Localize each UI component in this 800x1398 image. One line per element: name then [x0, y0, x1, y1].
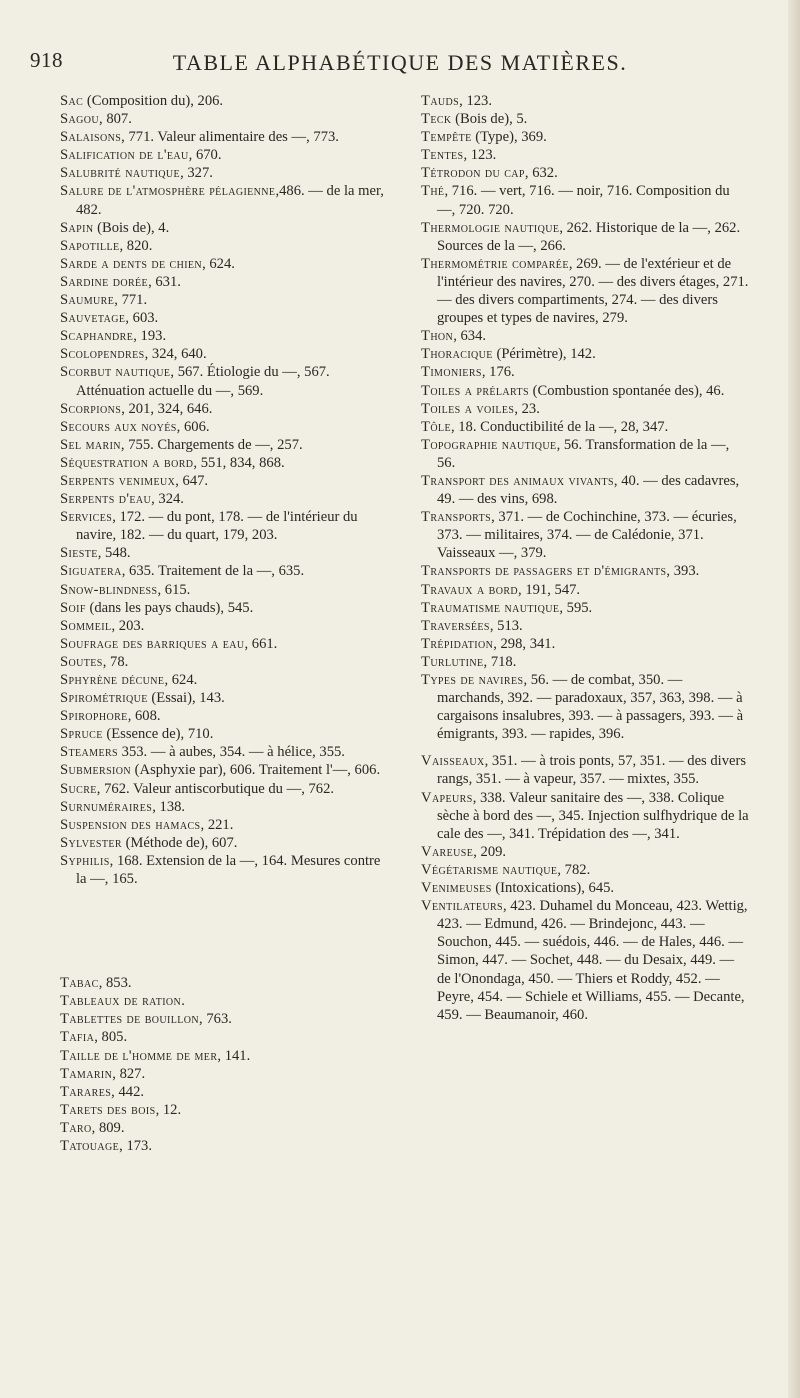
index-entry-heading: Sel marin — [60, 436, 121, 453]
index-entry — [421, 363, 749, 381]
index-entry-references: , 191, 547. — [518, 581, 581, 598]
index-entry-heading: Taille de l'homme de mer — [60, 1047, 218, 1064]
left-column — [60, 92, 390, 1155]
index-entry — [60, 1065, 390, 1083]
running-title: TABLE ALPHABÉTIQUE DES MATIÈRES. — [172, 50, 628, 75]
letter-gap — [60, 888, 390, 974]
index-entry — [60, 617, 390, 635]
index-entry — [60, 273, 390, 291]
index-entry-references: , 634. — [453, 328, 487, 345]
index-entry — [60, 237, 390, 255]
index-entry-references: (Périmètre), 142. — [492, 346, 596, 363]
index-entry-heading: Venimeuses — [421, 880, 492, 897]
index-entry — [421, 752, 749, 788]
index-entry — [60, 1119, 390, 1137]
index-entry-references: , 513. — [489, 617, 523, 634]
index-entry — [60, 562, 390, 580]
right-column — [421, 92, 749, 1024]
index-entry-references: , 40. — des cadavres, 49. — des vins, 698. — [437, 472, 740, 508]
index-entry-references: , 324. — [151, 491, 184, 508]
index-entry-heading: Tétrodon du cap — [421, 165, 525, 182]
index-entry — [421, 635, 749, 653]
index-entry — [60, 146, 390, 164]
index-entry — [421, 128, 749, 146]
index-entry-references: , 670. — [188, 147, 222, 164]
index-entry-heading: Soutes — [60, 653, 103, 670]
index-entry — [60, 291, 390, 309]
index-entry-references: , 595. — [559, 599, 593, 616]
index-entry — [60, 128, 390, 146]
index-entry — [421, 789, 749, 843]
index-entry — [421, 92, 749, 110]
page-number: 918 — [30, 48, 63, 72]
index-entry-references: . — [181, 993, 185, 1010]
index-entry — [60, 1083, 390, 1101]
index-entry-references: , 771. — [114, 292, 148, 309]
index-entry-heading: Spruce — [60, 726, 103, 743]
index-entry-heading: Tamarin — [60, 1065, 113, 1082]
index-entry-references: , 324, 640. — [144, 346, 207, 363]
index-entry — [60, 309, 390, 327]
index-entry-heading: Salaisons — [60, 129, 122, 146]
index-entry — [60, 653, 390, 671]
index-entry — [60, 544, 390, 562]
index-entry-heading: Traumatisme nautique — [421, 599, 560, 616]
index-entry-heading: Vapeurs — [421, 789, 473, 806]
index-entry — [421, 436, 749, 472]
index-entry-heading: Salification de l'eau — [60, 147, 189, 164]
index-entry-references: , 807. — [99, 111, 132, 128]
index-entry-references: , 782. — [557, 861, 591, 878]
index-entry-heading: Taro — [60, 1119, 92, 1136]
index-entry — [60, 255, 390, 273]
index-entry — [60, 182, 390, 218]
index-entry-heading: Serpents d'eau — [60, 491, 152, 508]
index-entry — [421, 671, 749, 743]
index-entry-heading: Tafia — [60, 1029, 95, 1046]
index-entry — [421, 843, 749, 861]
index-entry-heading: Vareuse — [421, 843, 474, 860]
index-entry-references: , 393. — [666, 563, 700, 580]
index-entry-heading: Sylvester — [60, 834, 122, 851]
index-entry — [60, 743, 390, 761]
index-entry-references: (dans les pays chauds), 545. — [85, 599, 254, 616]
index-entry-heading: Types de navires — [421, 672, 524, 688]
index-entry-references: , 661. — [244, 635, 278, 652]
index-entry-references: , 168. Extension de la —, 164. Mesures contre la —, 165. — [76, 852, 381, 888]
index-entry-references: , 820. — [119, 237, 153, 254]
index-entry-heading: Sucre — [60, 780, 97, 797]
index-entry-heading: Ventilateurs — [421, 898, 503, 915]
index-entry-references: , 298, 341. — [493, 635, 556, 652]
index-entry — [60, 1010, 390, 1028]
index-entry — [60, 508, 390, 544]
index-entry-references: , 269. — de l'extérieur et de l'intérieur des navires, 270. — des divers étages, 271. — des divers compartiments, 274. — des divers groupes et types de navires, 279. — [437, 255, 749, 327]
index-entry-heading: Sardine dorée — [60, 273, 149, 290]
index-entry — [60, 581, 390, 599]
index-entry-references: , 262. Historique de la —, 262. Sources de la —, 266. — [437, 219, 741, 254]
index-entry-heading: Tableaux de ration — [60, 993, 182, 1010]
index-entry-references: , 209. — [473, 843, 507, 860]
index-entry-heading: Séquestration a bord — [60, 454, 194, 471]
index-entry-heading: Tablettes de bouillon — [60, 1011, 200, 1028]
index-entry-heading: Steamers — [60, 744, 118, 761]
index-entry — [60, 345, 390, 363]
index-entry-references: , 138. — [152, 798, 186, 815]
index-entry-references: , 624. — [202, 255, 235, 272]
index-entry-heading: Sapotille — [60, 237, 120, 254]
index-entry — [60, 689, 390, 707]
index-entry-heading: Scorbut nautique — [60, 364, 171, 381]
index-entry-references: , 606. — [176, 418, 210, 435]
index-entry — [60, 635, 390, 653]
index-entry — [421, 861, 749, 879]
index-entry-references: , 603. — [125, 310, 159, 327]
index-entry-heading: Traversées — [421, 617, 490, 634]
index-entry-heading: Thon — [421, 328, 454, 345]
index-entry-heading: Végétarisme nautique — [421, 861, 558, 878]
index-entry-references: , 442. — [111, 1083, 145, 1100]
index-entry-heading: Salubrité nautique — [60, 165, 181, 182]
index-entry-heading: Tatouage — [60, 1137, 120, 1154]
index-entry-heading: Timoniers — [421, 364, 482, 381]
index-entry-heading: Travaux a bord — [421, 581, 519, 598]
index-entry-references: (Combustion spontanée des), 46. — [528, 382, 725, 399]
index-entry-references: , 173. — [119, 1137, 152, 1154]
index-entry-references: , 56. Transformation de la —, 56. — [437, 436, 730, 471]
index-entry — [421, 472, 749, 508]
index-entry — [60, 761, 390, 779]
index-entry-heading: Vaisseaux — [421, 753, 485, 770]
index-entry-references: ,486. — de la mer, 482. — [76, 183, 384, 218]
index-entry — [421, 599, 749, 617]
index-entry-heading: Surnuméraires — [60, 798, 153, 815]
index-entry — [60, 110, 390, 128]
index-entry — [421, 219, 749, 255]
index-entry — [60, 472, 390, 490]
index-entry-references: , 351. — à trois ponts, 57, 351. — des divers rangs, 351. — à vapeur, 357. — mixtes, 355. — [437, 753, 747, 788]
index-entry-references: (Asphyxie par), 606. Traitement l'—, 606. — [131, 762, 381, 779]
index-entry-references: (Type), 369. — [471, 129, 547, 146]
index-entry-references: , 221. — [200, 816, 234, 833]
index-entry-heading: Tentes — [421, 147, 464, 164]
index-entry-references: , 423. Duhamel du Monceau, 423. Wettig, 423. — Edmund, 426. — Brindejonc, 443. — Souchon, 445. — suédois, 446. — de Hales, 446. — Simon, 447. — Sochet, 448. — du Desaix, 449. — de l'Onondaga, 450. — Thiers et Roddy, 452. — Peyre, 454. — Schiele et Williams, 455. — Decante, 459. — Beaumanoir, 460. — [437, 898, 748, 1023]
index-entry-references: (Intoxications), 645. — [491, 880, 615, 897]
index-entry — [421, 164, 749, 182]
index-entry-heading: Sac — [60, 93, 84, 109]
index-entry-heading: Syphilis — [60, 852, 110, 869]
index-entry — [421, 581, 749, 599]
index-entry — [421, 400, 749, 418]
index-entry-heading: Sauvetage — [60, 310, 126, 327]
index-entry-heading: Toiles a voiles — [421, 400, 515, 417]
index-entry-heading: Tauds — [421, 93, 460, 109]
index-entry-references: , 762. Valeur antiscorbutique du —, 762. — [96, 780, 335, 797]
index-entry — [60, 327, 390, 345]
index-entry-heading: Tarets des bois — [60, 1101, 156, 1118]
index-entry-references: , 141. — [217, 1047, 251, 1064]
index-entry-heading: Transports — [421, 509, 492, 526]
index-entry — [60, 834, 390, 852]
index-entry-references: , 809. — [91, 1119, 125, 1136]
index-entry-heading: Sphyrène décune — [60, 672, 165, 688]
index-entry-heading: Teck — [421, 111, 452, 128]
index-entry — [421, 255, 749, 327]
index-entry-heading: Serpents venimeux — [60, 472, 176, 489]
index-entry — [60, 454, 390, 472]
index-entry — [60, 418, 390, 436]
index-entry-references: , 78. — [102, 653, 129, 670]
index-entry — [421, 617, 749, 635]
index-entry-heading: Suspension des hamacs — [60, 816, 201, 833]
index-entry — [421, 562, 749, 580]
index-entry-heading: Soif — [60, 599, 86, 616]
index-entry-references: , 763. — [199, 1011, 232, 1028]
index-entry-references: , 551, 834, 868. — [193, 454, 285, 471]
index-entry-heading: Soufrage des barriques a eau — [60, 635, 245, 652]
index-entry-references: , 716. — vert, 716. — noir, 716. Composition du —, 720. 720. — [437, 183, 730, 218]
index-entry-references: , 56. — de combat, 350. — marchands, 392. — paradoxaux, 357, 363, 398. — à cargaisons insalubres, 393. — à passagers, 393. — à émigrants, 393. — rapides, 396. — [437, 672, 744, 743]
index-entry-heading: Spirophore — [60, 708, 128, 725]
index-entry-heading: Tabac — [60, 975, 99, 992]
index-entry-references: , 755. Chargements de —, 257. — [120, 436, 303, 453]
index-entry-references: , 853. — [98, 975, 132, 992]
index-entry — [60, 798, 390, 816]
index-entry-references: , 23. — [514, 400, 540, 417]
index-entry-references: , 193. — [133, 328, 167, 345]
index-entry-heading: Services — [60, 509, 113, 526]
index-entry-heading: Scorpions — [60, 400, 122, 417]
index-entry — [421, 146, 749, 164]
index-entry-heading: Thermométrie comparée — [421, 255, 569, 272]
index-entry-references: , 771. Valeur alimentaire des —, 773. — [121, 129, 339, 146]
index-entry-references: , 718. — [483, 653, 517, 670]
index-entry — [60, 219, 390, 237]
index-entry — [60, 992, 390, 1010]
index-entry-references: , 123. — [459, 93, 492, 109]
index-entry-references: (Essence de), 710. — [102, 726, 214, 743]
index-entry-heading: Topographie nautique — [421, 436, 557, 453]
index-entry-references: , 203. — [111, 617, 145, 634]
index-entry — [421, 418, 749, 436]
index-entry — [60, 1028, 390, 1046]
index-entry — [60, 852, 390, 888]
index-entry-heading: Saumure — [60, 292, 115, 309]
index-entry-references: , 635. Traitement de la —, 635. — [121, 563, 305, 580]
index-entry-references: , 647. — [175, 472, 209, 489]
index-entry-references: , 624. — [164, 672, 198, 688]
index-entry — [421, 653, 749, 671]
index-entry — [60, 780, 390, 798]
index-entry-heading: Secours aux noyés — [60, 418, 177, 435]
index-entry — [421, 897, 749, 1024]
index-entry — [60, 436, 390, 454]
index-entry — [60, 974, 390, 992]
index-entry-references: , 123. — [463, 147, 497, 164]
index-entry — [421, 182, 749, 218]
index-entry — [60, 725, 390, 743]
index-entry-references: , 805. — [94, 1029, 128, 1046]
index-entry-heading: Snow-blindness — [60, 581, 158, 598]
index-entry-references: , 632. — [524, 165, 558, 182]
index-entry-references: , 615. — [157, 581, 191, 598]
index-entry-heading: Salure de l'atmosphère pélagienne — [60, 183, 276, 200]
letter-gap — [421, 743, 749, 752]
index-entry-heading: Transports de passagers et d'émigrants — [421, 563, 667, 580]
index-entry — [421, 508, 749, 562]
index-entry — [60, 816, 390, 834]
index-entry-heading: Sieste — [60, 545, 98, 562]
index-entry-references: (Bois de), 5. — [451, 111, 528, 128]
index-entry-heading: Transport des animaux vivants — [421, 472, 614, 489]
index-entry-references: , 172. — du pont, 178. — de l'intérieur du navire, 182. — du quart, 179, 203. — [76, 509, 358, 544]
index-entry-heading: Thé — [421, 183, 445, 200]
index-entry-heading: Trépidation — [421, 635, 494, 652]
index-entry — [60, 164, 390, 182]
index-entry-references: , 201, 324, 646. — [121, 400, 213, 417]
index-entry-references: , 631. — [148, 273, 181, 290]
index-entry — [421, 110, 749, 128]
index-entry — [60, 1047, 390, 1065]
index-entry-references: , 18. Conductibilité de la —, 28, 347. — [450, 418, 669, 435]
index-entry — [421, 382, 749, 400]
index-entry — [421, 327, 749, 345]
index-entry-references: , 608. — [127, 708, 161, 725]
index-entry — [60, 1101, 390, 1119]
index-entry — [60, 400, 390, 418]
index-entry — [60, 92, 390, 110]
index-entry-heading: Submersion — [60, 762, 132, 779]
index-entry-references: , 338. Valeur sanitaire des —, 338. Colique sèche à bord des —, 345. Injection sulfhydrique de la cale des —, 341. Trépidation des —, 341. — [437, 789, 749, 842]
index-entry-references: (Composition du), 206. — [83, 93, 224, 109]
index-entry — [421, 345, 749, 363]
index-entry-references: , 567. Étiologie du —, 567. Atténuation actuelle du —, 569. — [76, 364, 330, 399]
index-entry-heading: Tempête — [421, 129, 472, 146]
index-entry-heading: Toiles a prélarts — [421, 382, 529, 399]
index-entry-heading: Siguatera — [60, 563, 122, 580]
index-entry — [60, 599, 390, 617]
index-entry — [60, 490, 390, 508]
index-entry — [60, 707, 390, 725]
index-entry-references: , 548. — [97, 545, 131, 562]
index-entry-heading: Turlutine — [421, 653, 484, 670]
index-entry-heading: Thermologie nautique — [421, 219, 560, 236]
index-entry-references: (Essai), 143. — [147, 690, 225, 707]
index-entry — [60, 671, 390, 689]
index-entry-heading: Scaphandre — [60, 328, 134, 345]
index-entry — [60, 1137, 390, 1155]
index-entry-heading: Sarde a dents de chien — [60, 255, 203, 272]
index-entry-references: , 12. — [155, 1101, 182, 1118]
index-entry-heading: Spirométrique — [60, 690, 148, 707]
index-entry-references: (Méthode de), 607. — [121, 834, 238, 851]
index-entry-heading: Scolopendres — [60, 346, 145, 363]
index-entry-references: , 371. — de Cochinchine, 373. — écuries, 373. — militaires, 374. — de Calédonie, 371. Vaisseaux —, 379. — [437, 509, 737, 562]
index-entry-references: , 827. — [112, 1065, 146, 1082]
index-entry — [421, 879, 749, 897]
index-entry-heading: Tôle — [421, 418, 451, 435]
index-entry-heading: Tarares — [60, 1083, 112, 1100]
index-entry-references: , 327. — [180, 165, 213, 182]
index-entry-heading: Sapin — [60, 219, 94, 236]
index-entry-references: 353. — à aubes, 354. — à hélice, 355. — [118, 744, 345, 761]
index-entry-references: , 176. — [481, 364, 515, 381]
index-entry-heading: Sagou — [60, 111, 100, 128]
page-edge — [788, 0, 800, 1398]
index-entry-heading: Thoracique — [421, 346, 493, 363]
index-entry — [60, 363, 390, 399]
index-entry-heading: Sommeil — [60, 617, 112, 634]
index-entry-references: (Bois de), 4. — [93, 219, 170, 236]
